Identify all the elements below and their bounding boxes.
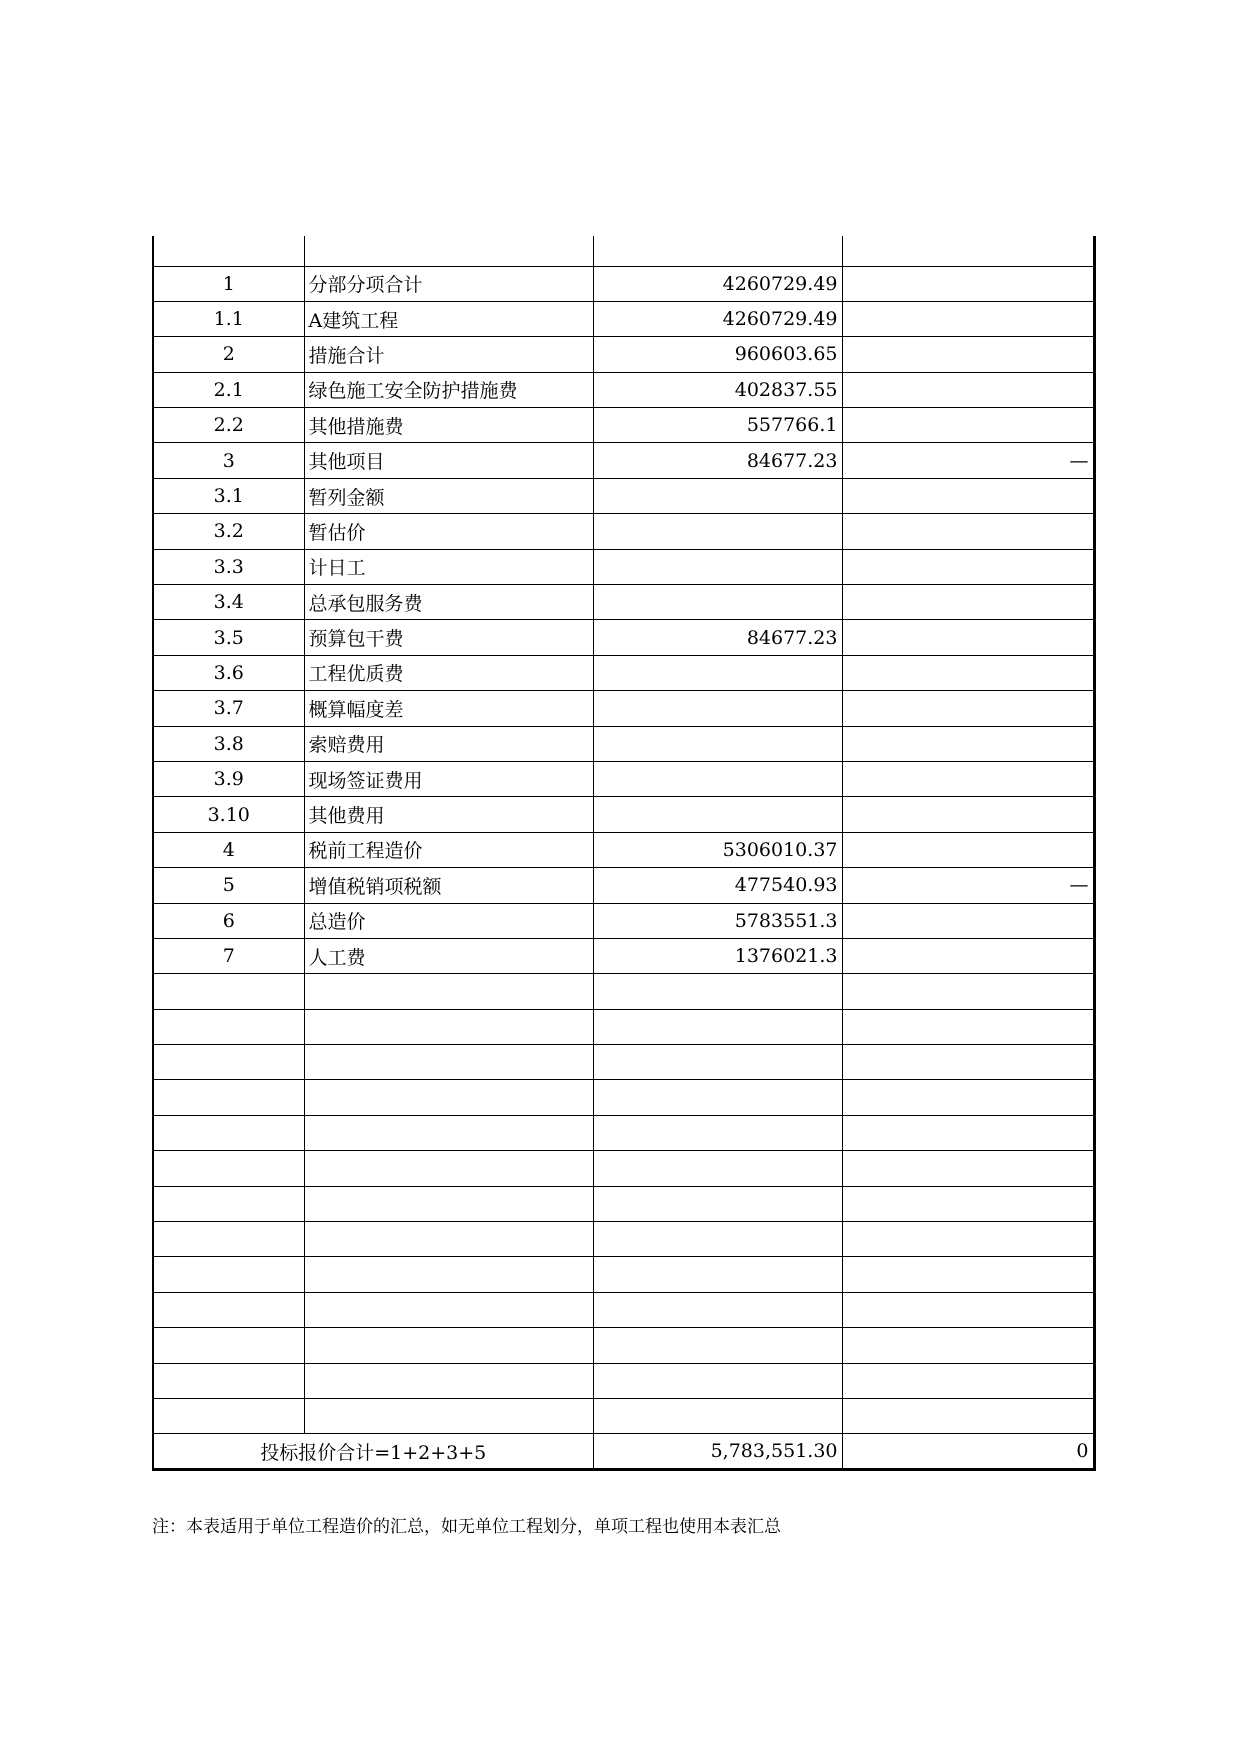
item-amount: 4260729.49 xyxy=(593,301,842,336)
empty-row xyxy=(153,1115,1094,1150)
item-note xyxy=(842,726,1094,761)
empty-cell xyxy=(153,1186,304,1221)
empty-cell xyxy=(593,1257,842,1292)
header-stub-row xyxy=(153,236,1094,266)
item-name: 现场签证费用 xyxy=(304,761,593,796)
empty-cell xyxy=(153,974,304,1009)
item-number: 6 xyxy=(153,903,304,938)
table-row xyxy=(153,726,1094,761)
empty-cell xyxy=(153,1328,304,1363)
table-row xyxy=(153,408,1094,443)
item-name: 工程优质费 xyxy=(304,655,593,690)
table-row xyxy=(153,514,1094,549)
stub-cell xyxy=(304,236,593,266)
table-row xyxy=(153,266,1094,301)
item-number: 3.10 xyxy=(153,797,304,832)
item-number: 2 xyxy=(153,337,304,372)
empty-cell xyxy=(304,1222,593,1257)
total-row xyxy=(153,1434,1094,1469)
empty-row xyxy=(153,1045,1094,1080)
item-amount: 84677.23 xyxy=(593,443,842,478)
total-amount: 5,783,551.30 xyxy=(593,1434,842,1469)
empty-cell xyxy=(304,974,593,1009)
empty-cell xyxy=(153,1151,304,1186)
table-row xyxy=(153,832,1094,867)
item-note: — xyxy=(842,868,1094,903)
item-name: 绿色施工安全防护措施费 xyxy=(304,372,593,407)
empty-cell xyxy=(304,1115,593,1150)
table-row xyxy=(153,691,1094,726)
item-name: 税前工程造价 xyxy=(304,832,593,867)
total-note: 0 xyxy=(842,1434,1094,1469)
empty-cell xyxy=(153,1115,304,1150)
item-name: 预算包干费 xyxy=(304,620,593,655)
item-amount: 1376021.3 xyxy=(593,938,842,973)
item-note xyxy=(842,832,1094,867)
item-note xyxy=(842,301,1094,336)
empty-row xyxy=(153,974,1094,1009)
item-number: 5 xyxy=(153,868,304,903)
item-note xyxy=(842,691,1094,726)
table-row xyxy=(153,938,1094,973)
empty-cell xyxy=(842,1399,1094,1434)
table-row xyxy=(153,549,1094,584)
item-number: 3.4 xyxy=(153,585,304,620)
empty-cell xyxy=(593,1292,842,1327)
empty-row xyxy=(153,1222,1094,1257)
item-amount: 5306010.37 xyxy=(593,832,842,867)
item-amount: 557766.1 xyxy=(593,408,842,443)
empty-cell xyxy=(593,1328,842,1363)
table-row xyxy=(153,301,1094,336)
item-number: 3.2 xyxy=(153,514,304,549)
stub-cell xyxy=(842,236,1094,266)
table-row xyxy=(153,372,1094,407)
empty-cell xyxy=(593,1151,842,1186)
item-note xyxy=(842,337,1094,372)
item-note xyxy=(842,761,1094,796)
item-name: 人工费 xyxy=(304,938,593,973)
item-number: 3 xyxy=(153,443,304,478)
empty-cell xyxy=(153,1080,304,1115)
empty-cell xyxy=(842,974,1094,1009)
empty-row xyxy=(153,1399,1094,1434)
empty-cell xyxy=(304,1363,593,1398)
item-amount: 4260729.49 xyxy=(593,266,842,301)
empty-cell xyxy=(842,1115,1094,1150)
item-note xyxy=(842,514,1094,549)
empty-cell xyxy=(153,1045,304,1080)
empty-row xyxy=(153,1151,1094,1186)
empty-row xyxy=(153,1186,1094,1221)
empty-row xyxy=(153,1009,1094,1044)
item-note xyxy=(842,549,1094,584)
item-number: 1.1 xyxy=(153,301,304,336)
empty-cell xyxy=(842,1363,1094,1398)
item-number: 3.1 xyxy=(153,478,304,513)
empty-cell xyxy=(842,1292,1094,1327)
item-note xyxy=(842,655,1094,690)
item-amount xyxy=(593,797,842,832)
empty-cell xyxy=(593,974,842,1009)
empty-cell xyxy=(593,1186,842,1221)
item-amount xyxy=(593,514,842,549)
item-note xyxy=(842,797,1094,832)
empty-cell xyxy=(593,1115,842,1150)
empty-cell xyxy=(593,1222,842,1257)
table-row xyxy=(153,478,1094,513)
item-name: 增值税销项税额 xyxy=(304,868,593,903)
cost-summary-sheet xyxy=(152,236,1096,1471)
item-note xyxy=(842,266,1094,301)
item-amount xyxy=(593,691,842,726)
item-number: 4 xyxy=(153,832,304,867)
item-name: 其他费用 xyxy=(304,797,593,832)
empty-cell xyxy=(153,1009,304,1044)
empty-cell xyxy=(304,1292,593,1327)
stub-cell xyxy=(593,236,842,266)
empty-cell xyxy=(593,1399,842,1434)
empty-row xyxy=(153,1363,1094,1398)
item-number: 2.2 xyxy=(153,408,304,443)
empty-cell xyxy=(842,1222,1094,1257)
empty-cell xyxy=(304,1399,593,1434)
item-number: 2.1 xyxy=(153,372,304,407)
table-row xyxy=(153,903,1094,938)
item-name: 分部分项合计 xyxy=(304,266,593,301)
table-row xyxy=(153,868,1094,903)
empty-cell xyxy=(842,1080,1094,1115)
empty-cell xyxy=(842,1328,1094,1363)
item-amount xyxy=(593,585,842,620)
item-amount xyxy=(593,726,842,761)
empty-cell xyxy=(593,1045,842,1080)
empty-cell xyxy=(593,1009,842,1044)
item-note xyxy=(842,938,1094,973)
table-row xyxy=(153,655,1094,690)
item-amount xyxy=(593,478,842,513)
item-amount xyxy=(593,549,842,584)
item-note xyxy=(842,372,1094,407)
empty-cell xyxy=(153,1399,304,1434)
item-name: 暂列金额 xyxy=(304,478,593,513)
total-label: 投标报价合计=1+2+3+5 xyxy=(153,1434,593,1469)
empty-cell xyxy=(304,1009,593,1044)
item-number: 3.6 xyxy=(153,655,304,690)
item-note xyxy=(842,585,1094,620)
empty-row xyxy=(153,1080,1094,1115)
empty-cell xyxy=(304,1257,593,1292)
item-number: 3.7 xyxy=(153,691,304,726)
empty-row xyxy=(153,1292,1094,1327)
item-note xyxy=(842,408,1094,443)
empty-cell xyxy=(842,1257,1094,1292)
empty-cell xyxy=(304,1045,593,1080)
item-note xyxy=(842,620,1094,655)
item-name: 其他措施费 xyxy=(304,408,593,443)
empty-cell xyxy=(304,1186,593,1221)
empty-cell xyxy=(842,1151,1094,1186)
empty-cell xyxy=(304,1328,593,1363)
empty-cell xyxy=(593,1080,842,1115)
empty-cell xyxy=(153,1257,304,1292)
stub-cell xyxy=(153,236,304,266)
item-name: 暂估价 xyxy=(304,514,593,549)
item-amount: 84677.23 xyxy=(593,620,842,655)
item-number: 3.5 xyxy=(153,620,304,655)
empty-cell xyxy=(153,1222,304,1257)
item-number: 7 xyxy=(153,938,304,973)
item-name: 其他项目 xyxy=(304,443,593,478)
item-amount xyxy=(593,655,842,690)
table-row xyxy=(153,797,1094,832)
item-name: 概算幅度差 xyxy=(304,691,593,726)
item-name: 总承包服务费 xyxy=(304,585,593,620)
empty-cell xyxy=(593,1363,842,1398)
table-row xyxy=(153,761,1094,796)
item-amount: 402837.55 xyxy=(593,372,842,407)
empty-cell xyxy=(153,1363,304,1398)
empty-cell xyxy=(842,1045,1094,1080)
item-note xyxy=(842,903,1094,938)
item-amount: 477540.93 xyxy=(593,868,842,903)
item-name: 措施合计 xyxy=(304,337,593,372)
empty-cell xyxy=(304,1151,593,1186)
item-name: 索赔费用 xyxy=(304,726,593,761)
table-row xyxy=(153,620,1094,655)
cost-summary-body xyxy=(153,236,1094,1434)
empty-cell xyxy=(842,1186,1094,1221)
empty-cell xyxy=(842,1009,1094,1044)
table-row xyxy=(153,443,1094,478)
table-footnote: 注：本表适用于单位工程造价的汇总，如无单位工程划分，单项工程也使用本表汇总 xyxy=(152,1517,781,1537)
item-amount: 960603.65 xyxy=(593,337,842,372)
item-name: A建筑工程 xyxy=(304,301,593,336)
item-number: 3.9 xyxy=(153,761,304,796)
item-name: 计日工 xyxy=(304,549,593,584)
item-amount: 5783551.3 xyxy=(593,903,842,938)
item-note: — xyxy=(842,443,1094,478)
item-amount xyxy=(593,761,842,796)
table-row xyxy=(153,585,1094,620)
cost-summary-table xyxy=(152,236,1096,1471)
item-name: 总造价 xyxy=(304,903,593,938)
item-number: 1 xyxy=(153,266,304,301)
item-number: 3.3 xyxy=(153,549,304,584)
item-note xyxy=(842,478,1094,513)
table-row xyxy=(153,337,1094,372)
empty-cell xyxy=(304,1080,593,1115)
empty-row xyxy=(153,1257,1094,1292)
empty-cell xyxy=(153,1292,304,1327)
item-number: 3.8 xyxy=(153,726,304,761)
empty-row xyxy=(153,1328,1094,1363)
